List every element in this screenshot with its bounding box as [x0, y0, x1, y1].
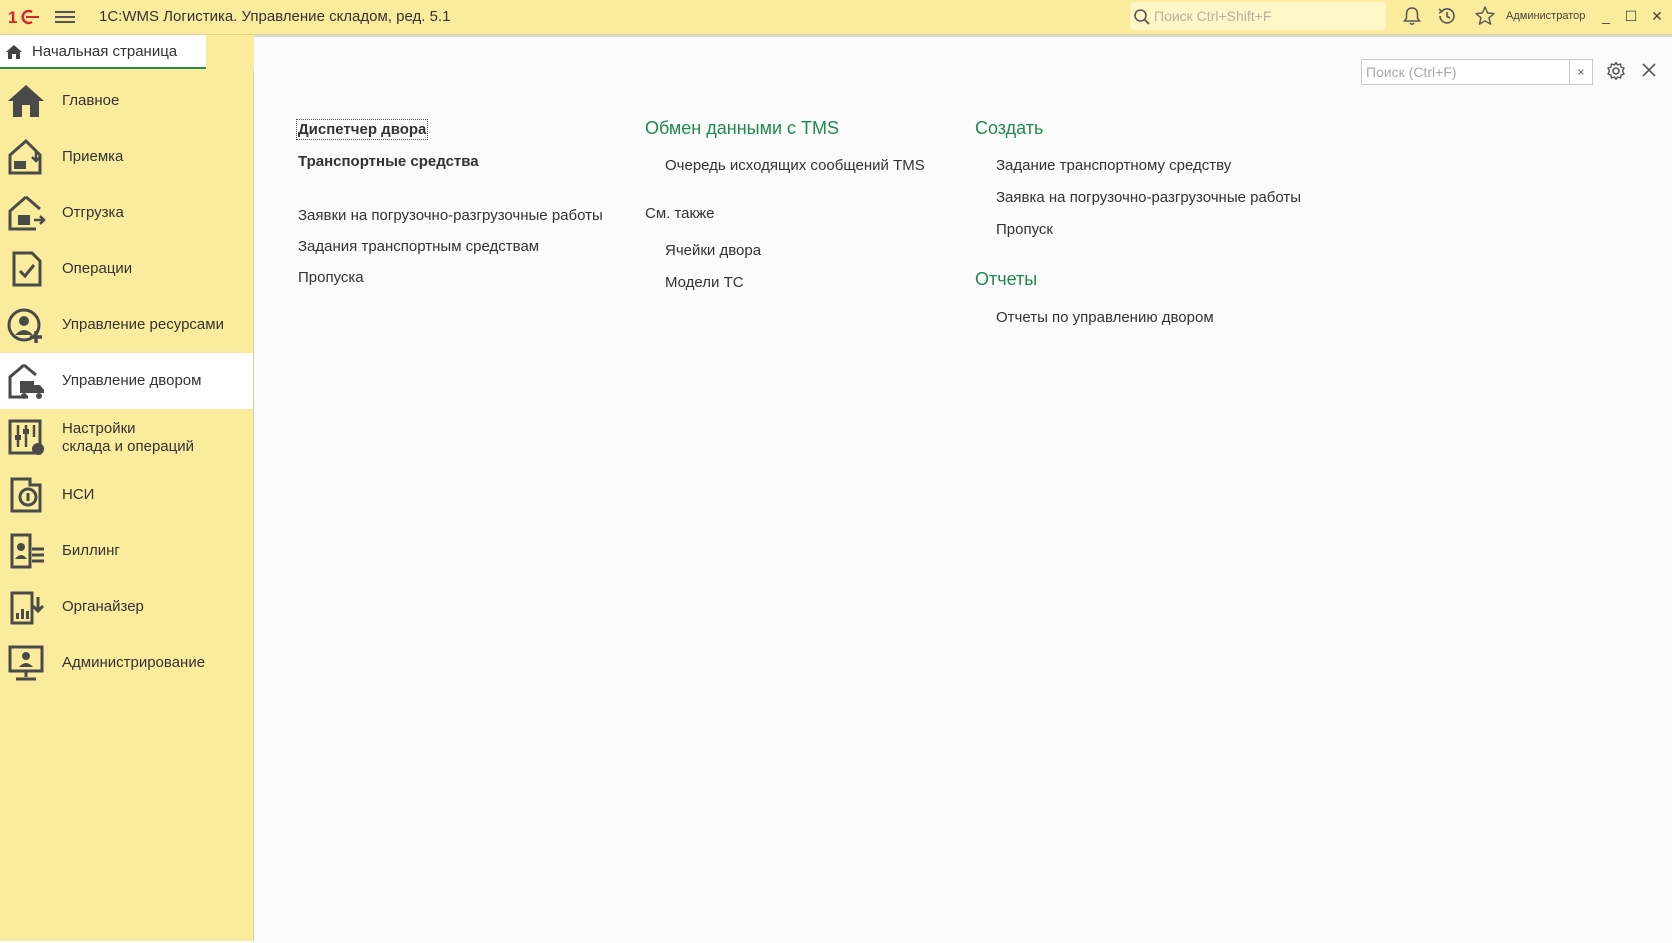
- sidebar-item-label: Органайзер: [62, 598, 144, 615]
- link-yard-dispatcher[interactable]: Диспетчер двора: [298, 121, 427, 138]
- sidebar-item-receiving[interactable]: [0, 129, 253, 185]
- maximize-button[interactable]: ☐: [1624, 8, 1638, 24]
- sidebar-item-resources[interactable]: [0, 297, 253, 353]
- sidebar-item-label: Операции: [62, 260, 133, 277]
- link-tms-outgoing-queue[interactable]: Очередь исходящих сообщений TMS: [665, 157, 925, 174]
- history-icon[interactable]: [1436, 5, 1458, 27]
- resources-icon: [6, 305, 46, 345]
- heading-tms-exchange[interactable]: Обмен данными с TMS: [645, 118, 840, 138]
- admin-monitor-icon: [6, 643, 46, 683]
- sidebar-item-label: Управление ресурсами: [62, 316, 224, 333]
- link-loading-requests[interactable]: Заявки на погрузочно-разгрузочные работы: [298, 207, 603, 224]
- link-yard-reports[interactable]: Отчеты по управлению двором: [996, 309, 1214, 326]
- sidebar-item-yard[interactable]: [0, 353, 253, 409]
- tab-label: Начальная страница: [32, 43, 178, 60]
- global-search-box[interactable]: [1130, 2, 1386, 30]
- form-search-input[interactable]: [1366, 63, 1566, 81]
- close-window-button[interactable]: ✕: [1651, 8, 1663, 24]
- search-icon: [1133, 8, 1151, 26]
- sidebar-item-settings[interactable]: [0, 409, 253, 467]
- sidebar-item-nsi[interactable]: [0, 467, 253, 523]
- sidebar-item-billing[interactable]: [0, 523, 253, 579]
- user-name[interactable]: Администратор: [1506, 10, 1586, 22]
- link-create-pass[interactable]: Пропуск: [996, 221, 1053, 238]
- hamburger-icon[interactable]: [55, 8, 75, 26]
- sidebar-item-main[interactable]: [0, 73, 253, 129]
- sidebar-item-label: Управление двором: [62, 372, 202, 389]
- sidebar-item-label: Администрирование: [62, 654, 206, 671]
- title-bar: [0, 0, 1672, 35]
- minimize-button[interactable]: _: [1602, 8, 1610, 24]
- link-vehicle-tasks[interactable]: Задания транспортным средствам: [298, 238, 540, 255]
- sidebar-item-label-line2: склада и операций: [62, 438, 194, 455]
- sidebar-item-admin[interactable]: [0, 635, 253, 691]
- sidebar-item-label: Приемка: [62, 148, 124, 165]
- svg-text:1: 1: [8, 8, 18, 26]
- link-vehicle-models[interactable]: Модели ТС: [665, 274, 744, 291]
- sidebar-item-label: Главное: [62, 92, 120, 109]
- sidebar-item-label: Биллинг: [62, 542, 120, 559]
- clear-search-button[interactable]: ×: [1569, 60, 1592, 84]
- bell-icon[interactable]: [1401, 5, 1423, 27]
- link-yard-cells[interactable]: Ячейки двора: [665, 242, 762, 259]
- shipping-icon: [6, 193, 46, 233]
- sidebar-item-operations[interactable]: [0, 241, 253, 297]
- yard-truck-icon: [6, 361, 46, 401]
- app-title: 1С:WMS Логистика. Управление складом, ред. 5.1: [99, 8, 451, 25]
- organizer-icon: [6, 587, 46, 627]
- sidebar-item-organizer[interactable]: [0, 579, 253, 635]
- link-create-vehicle-task[interactable]: Задание транспортному средству: [996, 157, 1232, 174]
- sidebar: [0, 71, 254, 941]
- sidebar-item-label: НСИ: [62, 486, 95, 503]
- star-icon[interactable]: [1474, 5, 1496, 27]
- heading-create[interactable]: Создать: [975, 118, 1044, 138]
- link-passes[interactable]: Пропуска: [298, 269, 364, 286]
- see-also-label: См. также: [645, 205, 715, 222]
- close-icon[interactable]: [1640, 61, 1658, 79]
- tab-start-page[interactable]: [0, 35, 206, 69]
- home-icon: [5, 44, 23, 60]
- global-search-input[interactable]: [1154, 6, 1376, 26]
- gear-icon[interactable]: [1606, 61, 1626, 81]
- main-content: [254, 35, 1672, 943]
- tab-row: [0, 35, 254, 71]
- house-icon: [6, 81, 46, 121]
- sidebar-item-label: Настройки: [62, 420, 136, 437]
- link-vehicles[interactable]: Транспортные средства: [298, 153, 479, 170]
- link-create-loading-request[interactable]: Заявка на погрузочно-разгрузочные работы: [996, 189, 1302, 206]
- settings-sliders-icon: [6, 417, 46, 457]
- form-search-box[interactable]: [1361, 59, 1593, 85]
- sidebar-item-shipping[interactable]: [0, 185, 253, 241]
- 1c-logo[interactable]: [8, 8, 40, 26]
- receiving-icon: [6, 137, 46, 177]
- billing-icon: [6, 531, 46, 571]
- sidebar-item-label: Отгрузка: [62, 204, 124, 221]
- operations-icon: [6, 249, 46, 289]
- heading-reports[interactable]: Отчеты: [975, 269, 1038, 289]
- reference-data-icon: [6, 475, 46, 515]
